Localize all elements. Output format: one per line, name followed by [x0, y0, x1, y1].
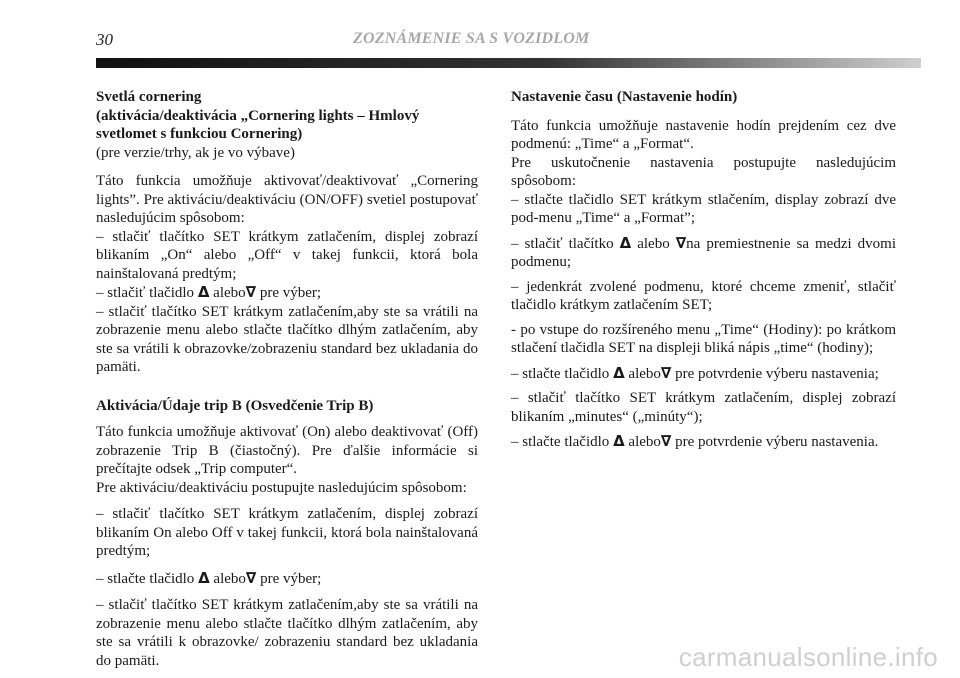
clock-step5: – stlačte tlačidlo Δ alebo∇ pre potvrdenie výberu nastavenia;: [511, 363, 879, 382]
up-arrow-icon: Δ: [613, 363, 625, 382]
up-arrow-icon: Δ: [197, 283, 210, 301]
cornering-intro: Táto funkcia umožňuje aktivovať/deaktivovať „Cornering lights”. Pre aktiváciu/deaktiváciu (ON/OFF) svetiel postupovať nasledujúcim spôsobom:: [96, 173, 478, 226]
clock-procedure: Pre uskutočnenie nastavenia postupujte nasledujúcim spôsobom:: [511, 154, 896, 189]
page-header: [96, 30, 916, 54]
clock-intro: Táto funkcia umožňuje nastavenie hodín prejdením cez dve podmenú: „Time“ a „Format“.: [511, 117, 896, 152]
trip-b-procedure: Pre aktiváciu/deaktiváciu postupujte nasledujúcim spôsobom:: [96, 479, 467, 496]
page-number: 30: [96, 30, 113, 49]
left-column: [96, 88, 478, 678]
clock-heading: Nastavenie času (Nastavenie hodín): [511, 89, 738, 105]
down-arrow-icon: ∇: [245, 568, 257, 587]
cornering-heading-line1: Svetlá cornering: [96, 89, 202, 105]
clock-step7: – stlačte tlačidlo Δ alebo∇ pre potvrdenie výberu nastavenia.: [511, 432, 879, 450]
cornering-step1: – stlačiť tlačítko SET krátkym zatlačením, displej zobrazí blikaním „On“ alebo „Off“ v takej funkcii, ktorá bola nainštalovaná predtým;: [96, 228, 478, 282]
trip-b-step1: – stlačiť tlačítko SET krátkym zatlačením, displej zobrazí blikaním On alebo Off v takej funkcii, ktorá bola nainštalovaná predtým;: [96, 506, 478, 559]
cornering-step3: – stlačiť tlačítko SET krátkym zatlačením,aby ste sa vrátili na zobrazenie menu alebo stlačte tlačítko dlhým zatlačením, aby ste sa vrátili k obrazovke/zobrazeniu standard bez ukladania do pamäti.: [96, 303, 478, 375]
down-arrow-icon: ∇: [660, 432, 672, 450]
trip-b-intro: Táto funkcia umožňuje aktivovať (On) alebo deaktivovať (Off) zobrazenie Trip B (čiastočný). Pre ďalšie informácie si prečítajte odsek „Trip computer“.: [96, 424, 478, 477]
clock-step3: – jedenkrát zvolené podmenu, ktoré chceme zmeniť, stlačiť tlačidlo krátkym zatlačením SET;: [511, 278, 896, 313]
cornering-step2: – stlačiť tlačidlo Δ alebo∇ pre výber;: [96, 283, 322, 301]
clock-step4: - po vstupe do rozšíreného menu „Time“ (Hodiny): po krátkom stlačení tlačidla SET na displeji bliká nápis „time“ (hodiny);: [511, 321, 896, 356]
right-column: [511, 88, 896, 460]
trip-b-step2: – stlačte tlačidlo Δ alebo∇ pre výber;: [96, 568, 322, 587]
up-arrow-icon: Δ: [613, 432, 625, 450]
up-arrow-icon: Δ: [619, 233, 632, 252]
clock-step2: – stlačiť tlačítko Δ alebo ∇na premiestnenie sa medzi dvomi podmenu;: [511, 233, 896, 270]
up-arrow-icon: Δ: [198, 568, 210, 587]
header-rule: [96, 58, 921, 68]
cornering-heading-line3: svetlomet s funkciou Cornering): [96, 126, 303, 142]
cornering-subtitle: (pre verzie/trhy, ak je vo výbave): [96, 144, 295, 161]
section-title: ZOZNÁMENIE SA S VOZIDLOM: [353, 30, 590, 47]
clock-step6: – stlačiť tlačítko SET krátkym zatlačením, displej zobrazí blikaním „minutes“ („minúty“);: [511, 390, 896, 425]
clock-step1: – stlačte tlačidlo SET krátkym stlačením, display zobrazí dve pod-menu „Time“ a „Format”;: [511, 191, 896, 226]
watermark: carmanualsonline.info: [678, 642, 938, 672]
down-arrow-icon: ∇: [660, 363, 672, 382]
down-arrow-icon: ∇: [245, 283, 257, 301]
trip-b-step3: – stlačiť tlačítko SET krátkym zatlačením,aby ste sa vrátili na zobrazenie menu alebo stlačte tlačítko dlhým zatlačením, aby ste sa vrátili k obrazovke/ zobrazeniu standard bez ukladania do pamäti.: [96, 597, 478, 669]
cornering-heading-line2: (aktivácia/deaktivácia „Cornering lights – Hmlový: [96, 107, 420, 124]
down-arrow-icon: ∇: [675, 233, 687, 252]
trip-b-heading: Aktivácia/Údaje trip B (Osvedčenie Trip B): [96, 397, 374, 414]
